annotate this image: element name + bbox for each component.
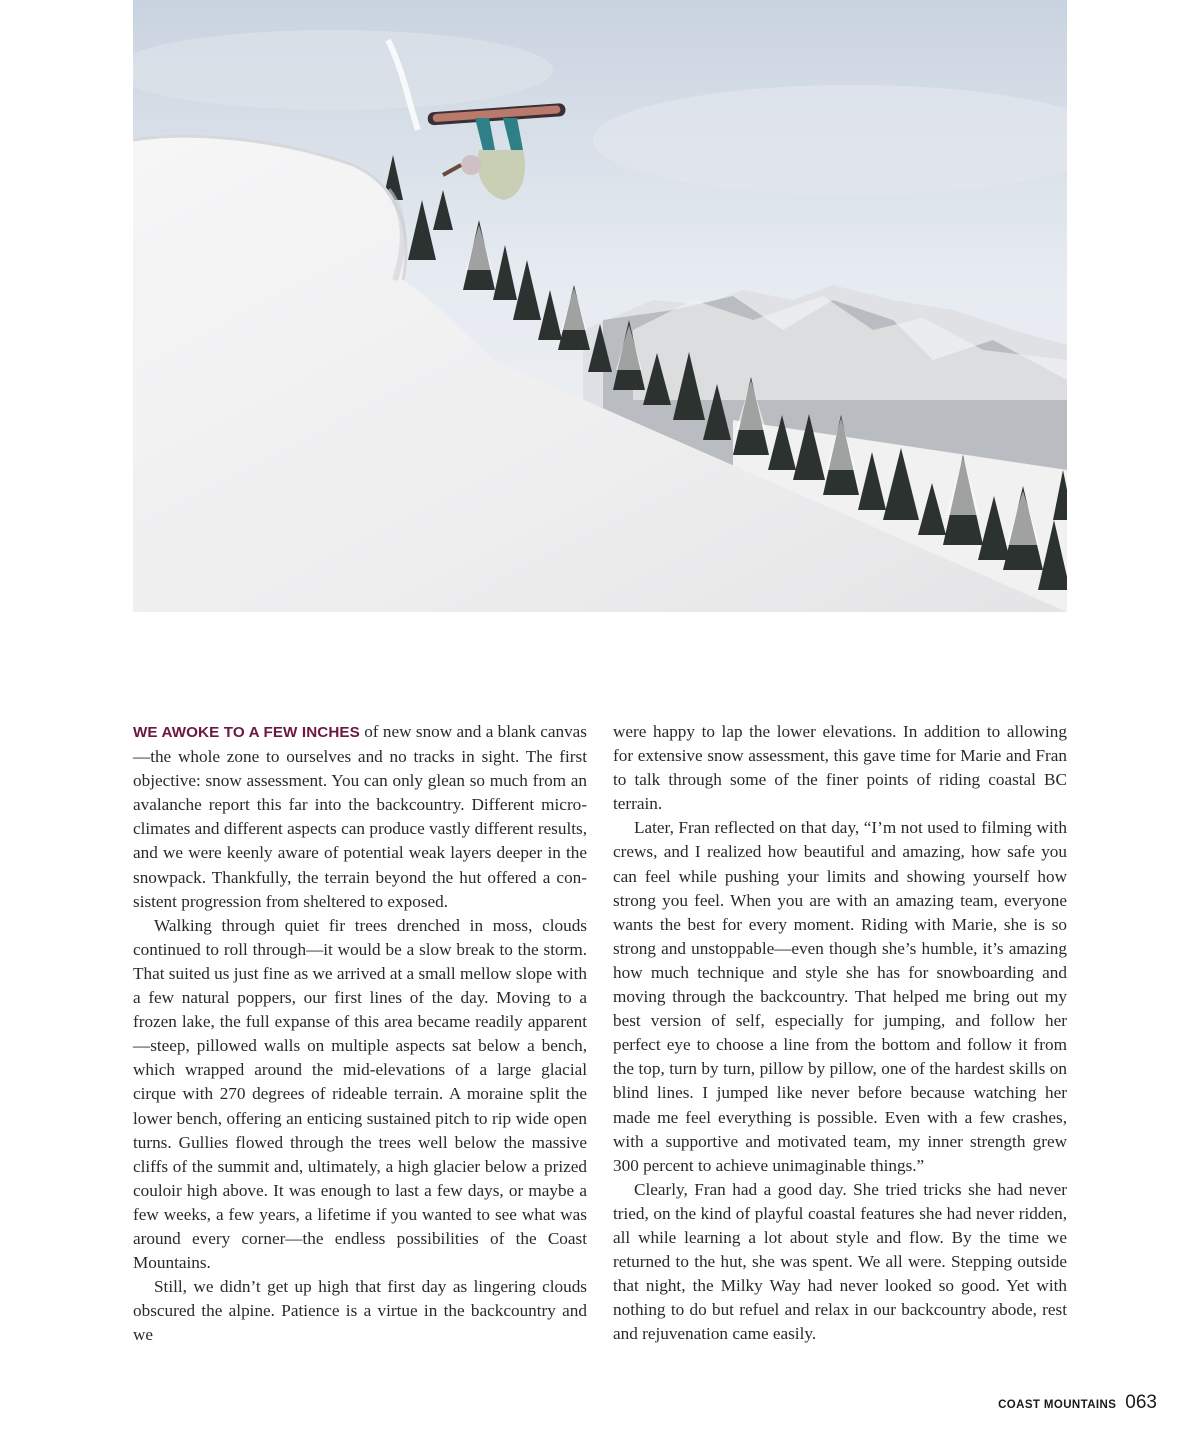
- article-paragraph: [133, 720, 587, 914]
- page-footer: [998, 1392, 1157, 1414]
- article-column-right: [613, 720, 1067, 1346]
- lead-in-heading: WE AWOKE TO A FEW INCHES: [133, 724, 360, 741]
- hero-photo: [133, 0, 1067, 612]
- article-paragraph: Clearly, Fran had a good day. She tried tricks she had never tried, on the kind of playful coastal features she had never ridden, all while learning a lot about style and flow. By the time we returned to the hut, she was spent. We all were. Stepping outside that night, the Milky Way had never looked so good. Yet with nothing to do but refuel and relax in our backcountry abode, rest and rejuvenation came easily.: [613, 1179, 1067, 1344]
- article-paragraph: Still, we didn’t get up high that first day as lingering clouds obscured the alpine. Patience is a virtue in the backcountry and we: [133, 1277, 587, 1345]
- magazine-name: COAST MOUNTAINS: [998, 1399, 1117, 1411]
- paragraph-text: of new snow and a blank canvas—the whole zone to ourselves and no tracks in sight. The first objective: snow assessment. You can only glean so much from an avalanche report this far into the backcountry. Different microclimates and different aspects can produce vastly different results, and we were keenly aware of potential weak layers deeper in the snowpack. Thankfully, the terrain beyond the hut offered a consistent progression from sheltered to exposed.: [133, 722, 587, 911]
- page-number: 063: [1125, 1392, 1157, 1413]
- article-paragraph: were happy to lap the lower elevations. In addition to allowing for extensive snow assessment, this gave time for Marie and Fran to talk through some of the finer points of riding coastal BC terrain.: [613, 722, 1067, 814]
- article-column-left: [133, 720, 587, 1347]
- article-paragraph: Later, Fran reflected on that day, “I’m not used to filming with crews, and I realized how beautiful and amazing, how safe you can feel while pushing your limits and showing yourself how strong you feel. When you are with an amazing team, everyone wants the best for every moment. Riding with Marie, she is so strong and unstoppable—even though she’s humble, it’s amazing how much technique and style she has for snowboarding and moving through the backcountry. That helped me bring out my best version of self, especially for jumping, and follow her perfect eye to choose a line from the bottom and follow it from the top, turn by turn, pillow by pillow, one of the hardest skills on blind lines. I jumped like never before because watching her made me feel everything is possible. Even with a few crashes, with a supportive and motivated team, my inner strength grew 300 percent to achieve unimaginable things.”: [613, 818, 1067, 1175]
- snowboarder-photo-illustration: [133, 0, 1067, 612]
- article-paragraph: Walking through quiet fir trees drenched in moss, clouds continued to roll through—it would be a slow break to the storm. That suited us just fine as we arrived at a small mellow slope with a few natural poppers, our first lines of the day. Moving to a frozen lake, the full expanse of this area became readily apparent—steep, pillowed walls on multiple aspects sat below a bench, which wrapped around the mid-elevations of a large glacial cirque with 270 degrees of rideable terrain. A moraine split the lower bench, offering an enticing sustained pitch to rip wide open turns. Gullies flowed through the trees well below the massive cliffs of the summit and, ultimately, a high glacier below a prized couloir high above. It was enough to last a few days, or maybe a few weeks, a few years, a lifetime if you wanted to see what was around every corner—the endless possibilities of the Coast Mountains.: [133, 915, 587, 1273]
